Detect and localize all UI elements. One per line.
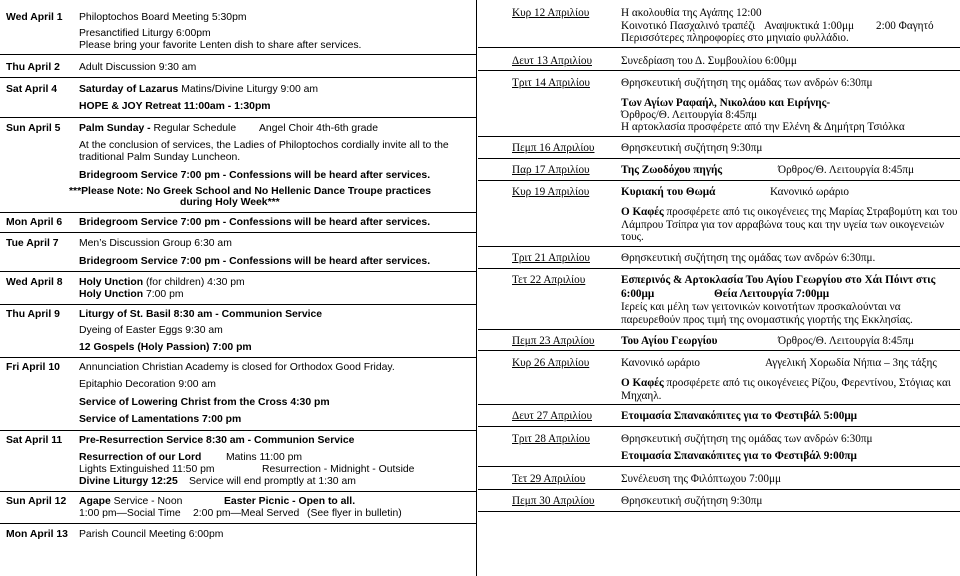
event-luncheon-invite-2: traditional Palm Sunday Luncheon. (79, 152, 241, 163)
date-sat-april-4: Sat April 4 (6, 84, 58, 95)
event-dyeing-eggs: Dyeing of Easter Eggs 9:30 am (79, 325, 223, 336)
event-orthros-gr: Όρθρος/Θ. Λειτουργία 8:45πμ (621, 109, 757, 121)
english-calendar-page (0, 0, 477, 576)
date-d28: Τριτ 28 Απριλίου (512, 433, 590, 445)
event-more-info-gr: Περισσότερες πληροφορίες στο μηνιαίο φυλλάδιο. (621, 32, 849, 44)
event-orthros-23-gr: Όρθρος/Θ. Λειτουργία 8:45πμ (778, 335, 914, 347)
event-st-george-gr: Του Αγίου Γεωργίου (621, 335, 718, 347)
divider (478, 511, 960, 512)
event-refreshments-gr: Αναψυκτικά 1:00μμ (764, 20, 854, 32)
divider (0, 430, 476, 431)
event-coffee-26-gr-2: Μηχαηλ. (621, 390, 662, 402)
divider (478, 180, 960, 181)
event-paschal-meal-gr: Κοινοτικό Πασχαλινό τραπέζι (621, 20, 756, 32)
date-wed-april-8: Wed April 8 (6, 277, 63, 288)
divider (0, 77, 476, 78)
event-adult-discussion: Adult Discussion 9:30 am (79, 62, 197, 73)
event-pre-resurrection: Pre-Resurrection Service 8:30 am - Communion Service (79, 435, 355, 446)
date-d29: Τετ 29 Απριλίου (512, 473, 586, 485)
event-coffee-19-gr-2: Λάμπρου Τσίπρα για τον αρραβώνα τους και την υγεία των οικογενειών (621, 219, 945, 231)
event-artoklasia-gr: Η αρτοκλασία προσφέρετε από την Ελένη & Δημήτρη Τσιόλκα (621, 121, 905, 133)
date-sun-april-5: Sun April 5 (6, 123, 61, 134)
event-presanctified: Presanctified Liturgy 6:00pm (79, 28, 211, 39)
event-spanakopita-28-gr: Ετοιμασία Σπανακόπιτες για το Φεστιβάλ 9:00πμ (621, 450, 857, 462)
event-spanakopita-27-gr: Ετοιμασία Σπανακόπιτες για το Φεστιβάλ 5:00μμ (621, 410, 858, 422)
date-d19: Κυρ 19 Απριλίου (512, 186, 590, 198)
event-resurrection: Resurrection of our Lord (79, 452, 202, 463)
divider (478, 268, 960, 269)
event-resurrection-midnight: Resurrection - Midnight - Outside (262, 464, 415, 475)
divider (478, 136, 960, 137)
event-angel-choir-gr: Αγγελική Χορωδία Νήπια – 3ης τάξης (765, 357, 937, 369)
event-mens-discussion-gr: Θρησκευτική συζήτηση της ομάδας των ανδρών 6:30πμ (621, 77, 873, 89)
event-easter-picnic: Easter Picnic - Open to all. (224, 496, 356, 507)
event-clergy-invite-gr-2: παρευρεθούν προς τιμή της ονομαστικής γιορτής της Εκκλησίας. (621, 314, 913, 326)
date-d21: Τριτ 21 Απριλίου (512, 252, 590, 264)
event-discussion-30-gr: Θρησκευτική συζήτηση 9:30πμ (621, 495, 763, 507)
date-d23: Πεμπ 23 Απριλίου (512, 335, 595, 347)
event-council-meeting-gr: Συνεδρίαση του Δ. Συμβουλίου 6:00μμ (621, 55, 797, 67)
date-d12: Κυρ 12 Απριλίου (512, 7, 590, 19)
event-hope-joy-retreat: HOPE & JOY Retreat 11:00am - 1:30pm (79, 101, 271, 112)
event-lenten-dish-note: Please bring your favorite Lenten dish to share after services. (79, 40, 362, 51)
divider (0, 304, 476, 305)
event-discussion-gr: Θρησκευτική συζήτηση 9:30πμ (621, 142, 763, 154)
divider (0, 54, 476, 55)
event-vespers-gr: Εσπερινός & Αρτοκλασία Του Αγίου Γεωργίου στο Χάι Πόιντ στις (621, 274, 936, 286)
event-clergy-invite-gr: Ιερείς και μέλη των γειτονικών κοινοτήτων προσκαλούνται να (621, 301, 901, 313)
date-thu-april-2: Thu April 2 (6, 62, 60, 73)
event-angel-choir: Angel Choir 4th-6th grade (259, 123, 378, 134)
event-bridegroom-sun: Bridegroom Service 7:00 pm - Confessions will be heard after services. (79, 170, 431, 181)
event-lamentations: Service of Lamentations 7:00 pm (79, 414, 242, 425)
event-lowering-christ: Service of Lowering Christ from the Cross 4:30 pm (79, 397, 330, 408)
event-mens-discussion-21-gr: Θρησκευτική συζήτηση της ομάδας των ανδρών 6:30πμ. (621, 252, 876, 264)
event-coffee-26-gr: Ο Καφές προσφέρετε από τις οικογένειες Ρίζου, Φερεντίνου, Στόγιας και (621, 377, 951, 389)
divider (0, 271, 476, 272)
event-divine-liturgy: Divine Liturgy 12:25 (79, 476, 178, 487)
event-palm-sunday: Palm Sunday - Regular Schedule (79, 123, 237, 134)
event-see-flyer: (See flyer in bulletin) (307, 508, 402, 519)
event-mens-discussion: Men’s Discussion Group 6:30 am (79, 238, 232, 249)
greek-calendar-page (478, 0, 960, 576)
date-fri-april-10: Fri April 10 (6, 362, 60, 373)
event-board-meeting: Philoptochos Board Meeting 5:30pm (79, 12, 247, 23)
event-mens-discussion-28-gr: Θρησκευτική συζήτηση της ομάδας των ανδρών 6:30πμ (621, 433, 873, 445)
divider (0, 491, 476, 492)
date-d13: Δευτ 13 Απριλίου (512, 55, 592, 67)
event-agape-gr: Η ακολουθία της Αγάπης 12:00 (621, 7, 762, 19)
date-d17: Παρ 17 Απριλίου (512, 164, 590, 176)
event-thomas-sunday-gr: Κυριακή του Θωμά (621, 186, 716, 198)
divider (478, 47, 960, 48)
date-d16: Πεμπ 16 Απριλίου (512, 142, 595, 154)
date-thu-april-9: Thu April 9 (6, 309, 60, 320)
divider (0, 232, 476, 233)
divider (478, 404, 960, 405)
note-no-greek-school: ***Please Note: No Greek School and No Hellenic Dance Troupe practices (69, 186, 432, 197)
date-sat-april-11: Sat April 11 (6, 435, 63, 446)
event-12-gospels: 12 Gospels (Holy Passion) 7:00 pm (79, 342, 252, 353)
event-holy-unction: Holy Unction 7:00 pm (79, 289, 184, 300)
event-luncheon-invite: At the conclusion of services, the Ladies of Philoptochos cordially invite all to the (79, 140, 449, 151)
event-liturgy-st-basil: Liturgy of St. Basil 8:30 am - Communion Service (79, 309, 323, 320)
date-wed-april-1: Wed April 1 (6, 12, 63, 23)
event-holy-unction-children: Holy Unction (for children) 4:30 pm (79, 277, 245, 288)
event-academy-closed: Annunciation Christian Academy is closed for Orthodox Good Friday. (79, 362, 395, 373)
event-philoptochos-gr: Συνέλευση της Φιλόπτωχου 7:00μμ (621, 473, 781, 485)
event-vespers-time-gr: 6:00μμ (621, 288, 655, 300)
date-tue-april-7: Tue April 7 (6, 238, 59, 249)
date-mon-april-13: Mon April 13 (6, 529, 68, 540)
event-zoodochos-gr: Της Ζωοδόχου πηγής (621, 164, 723, 176)
event-coffee-19-gr-3: τους. (621, 231, 644, 243)
event-saints-gr: Των Αγίων Ραφαήλ, Νικολάου και Ειρήνης- (621, 97, 831, 109)
divider (478, 158, 960, 159)
date-d14: Τριτ 14 Απριλίου (512, 77, 590, 89)
event-bridegroom-tue: Bridegroom Service 7:00 pm - Confessions will be heard after services. (79, 256, 431, 267)
date-d22: Τετ 22 Απριλίου (512, 274, 586, 286)
date-d27: Δευτ 27 Απριλίου (512, 410, 592, 422)
event-matins: Matins 11:00 pm (226, 452, 303, 463)
divider (478, 329, 960, 330)
event-service-end: Service will end promptly at 1:30 am (189, 476, 356, 487)
divider (478, 466, 960, 467)
divider (0, 357, 476, 358)
divider (478, 350, 960, 351)
event-orthros-17-gr: Όρθρος/Θ. Λειτουργία 8:45πμ (778, 164, 914, 176)
divider (0, 212, 476, 213)
date-sun-april-12: Sun April 12 (6, 496, 67, 507)
event-epitaphio: Epitaphio Decoration 9:00 am (79, 379, 216, 390)
date-d30: Πεμπ 30 Απριλίου (512, 495, 595, 507)
event-liturgy-22-gr: Θεία Λειτουργία 7:00μμ (714, 288, 830, 300)
divider (478, 489, 960, 490)
event-regular-schedule-gr: Κανονικό ωράριο (770, 186, 850, 198)
divider (0, 523, 476, 524)
divider (478, 70, 960, 71)
event-coffee-19-gr: Ο Καφές προσφέρετε από τις οικογένειες της Μαρίας Στραβομύτη και του (621, 206, 958, 218)
divider (0, 117, 476, 118)
event-meal-served: 2:00 pm—Meal Served (193, 508, 300, 519)
event-lights-extinguished: Lights Extinguished 11:50 pm (79, 464, 215, 475)
divider (478, 426, 960, 427)
divider (478, 246, 960, 247)
event-social-time: 1:00 pm—Social Time (79, 508, 181, 519)
event-parish-council: Parish Council Meeting 6:00pm (79, 529, 224, 540)
event-bridegroom-mon: Bridegroom Service 7:00 pm - Confessions will be heard after services. (79, 217, 431, 228)
note-holy-week: during Holy Week*** (180, 197, 280, 208)
event-regular-26-gr: Κανονικό ωράριο (621, 357, 701, 369)
event-saturday-of-lazarus: Saturday of Lazarus Matins/Divine Liturgy 9:00 am (79, 84, 319, 95)
date-d26: Κυρ 26 Απριλίου (512, 357, 590, 369)
event-meal-gr: 2:00 Φαγητό (876, 20, 934, 32)
event-agape: Agape Service - Noon (79, 496, 183, 507)
date-mon-april-6: Mon April 6 (6, 217, 63, 228)
